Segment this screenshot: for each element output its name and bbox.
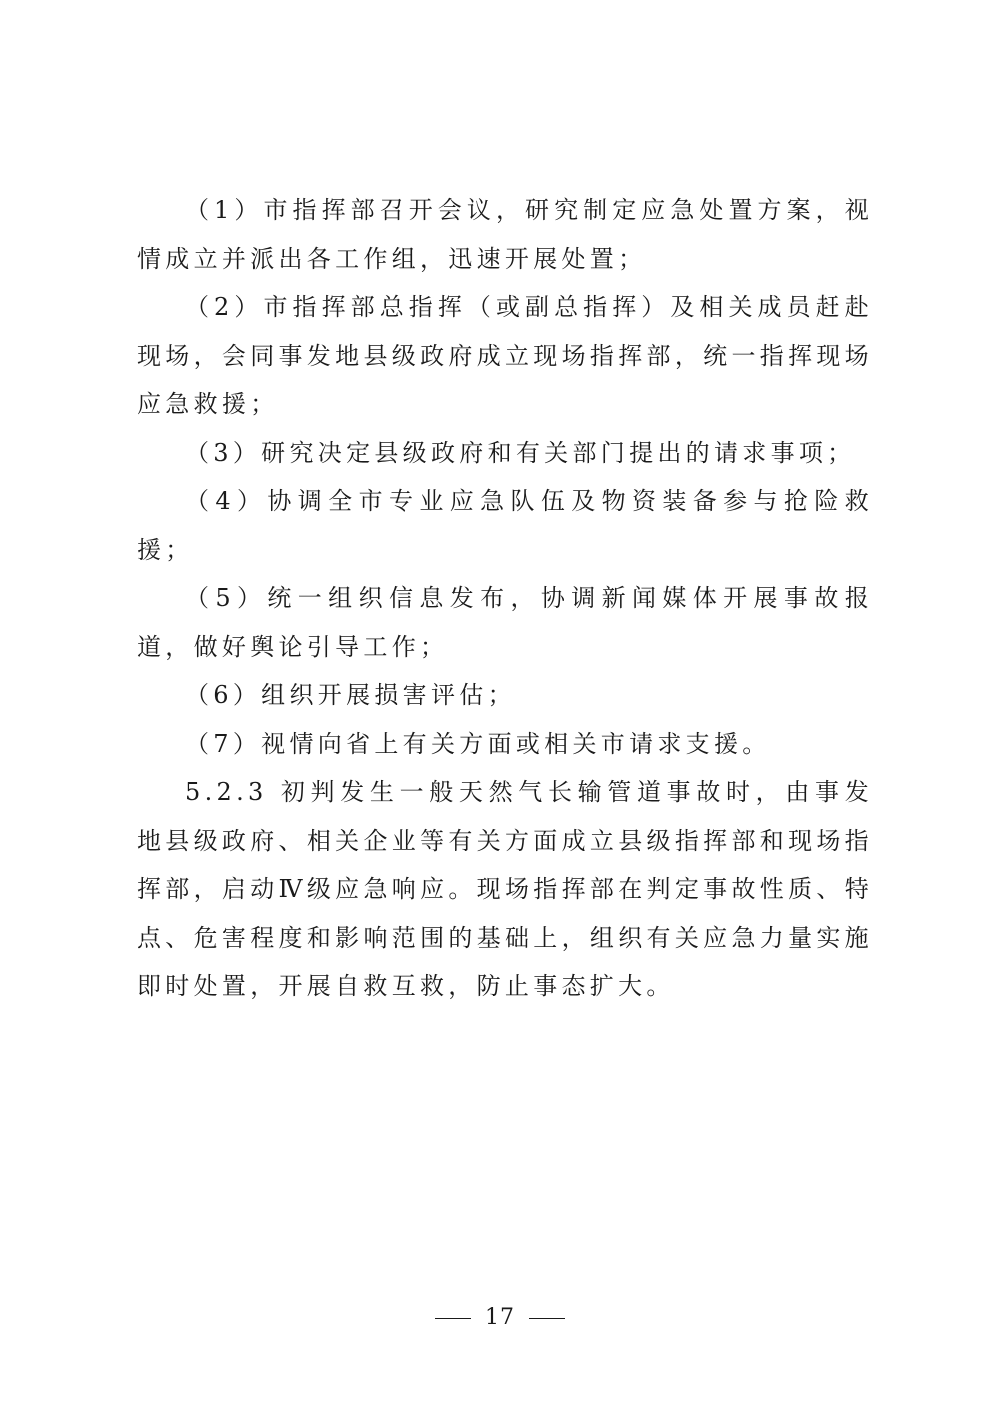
paragraph-item-6: （6）组织开展损害评估； bbox=[185, 681, 516, 709]
document-body bbox=[137, 186, 873, 1011]
paragraph-item-1: （1）市指挥部召开会议，研究制定应急处置方案，视情成立并派出各工作组，迅速开展处置； bbox=[137, 196, 873, 273]
paragraph-item-7: （7）视情向省上有关方面或相关市请求支援。 bbox=[185, 729, 771, 758]
paragraph-item-5: （5）统一组织信息发布，协调新闻媒体开展事故报道，做好舆论引导工作； bbox=[137, 584, 873, 661]
page-footer bbox=[0, 1303, 1000, 1333]
page-number: 17 bbox=[485, 1305, 515, 1330]
paragraph-item-3: （3）研究决定县级政府和有关部门提出的请求事项； bbox=[185, 438, 856, 467]
paragraph-item-2: （2）市指挥部总指挥（或副总指挥）及相关成员赶赴现场，会同事发地县级政府成立现场指挥部，统一指挥现场应急救援； bbox=[137, 293, 873, 418]
paragraph-item-4: （4）协调全市专业应急队伍及物资装备参与抢险救援； bbox=[137, 487, 873, 564]
left-dash-decoration bbox=[435, 1318, 471, 1319]
right-dash-decoration bbox=[529, 1318, 565, 1319]
paragraph-section-5-2-3: 5.2.3 初判发生一般天然气长输管道事故时，由事发地县级政府、相关企业等有关方面成立县级指挥部和现场指挥部，启动Ⅳ级应急响应。现场指挥部在判定事故性质、特点、危害程度和影响范围的基础上，组织有关应急力量实施即时处置，开展自救互救，防止事态扩大。 bbox=[137, 778, 873, 1000]
